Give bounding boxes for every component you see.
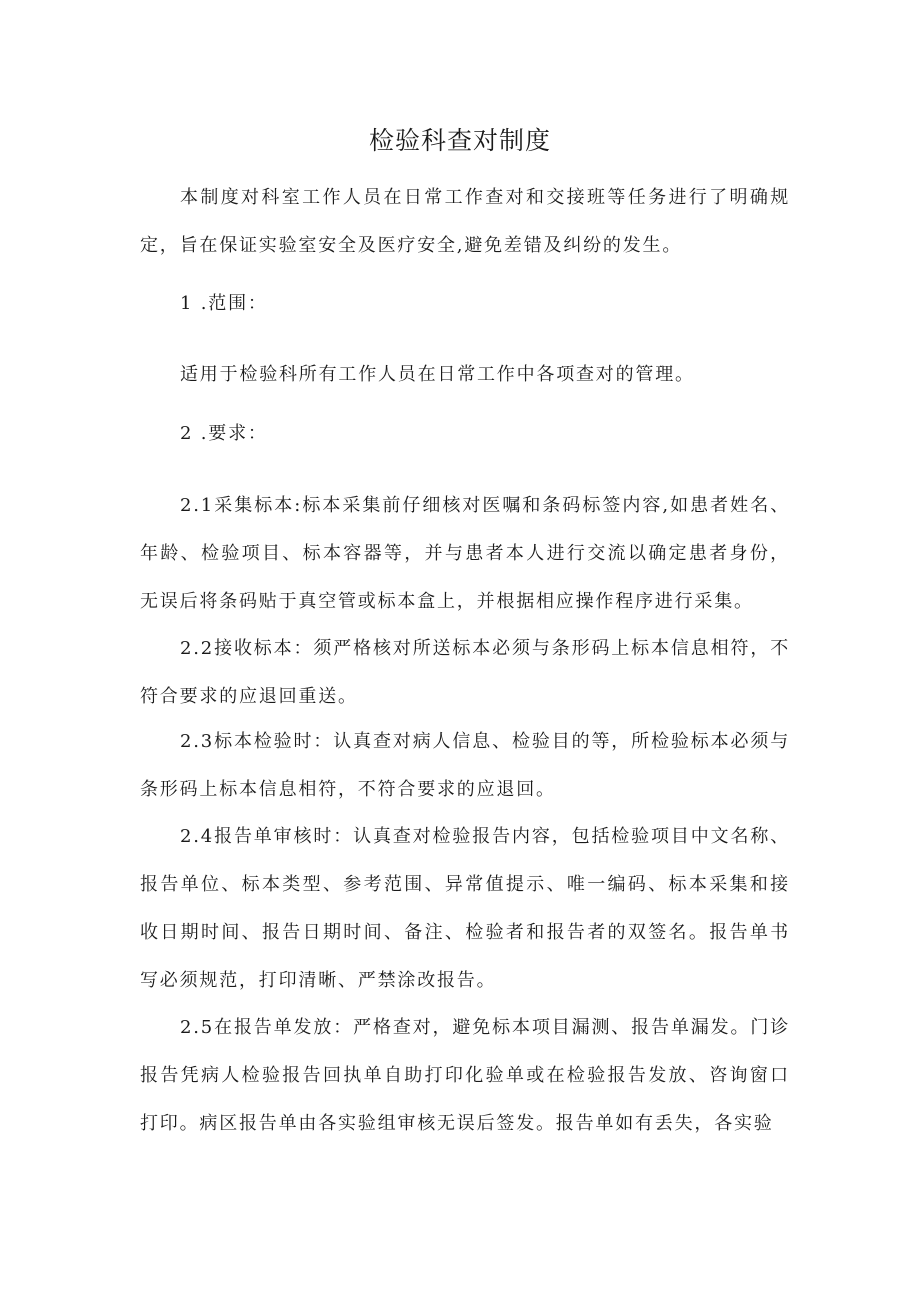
section-1-heading: 1 .范围： bbox=[180, 293, 268, 314]
requirement-2-1: 2.1采集标本:标本采集前仔细核对医嘱和条码标签内容,如患者姓名、年龄、检验项目、标本容器等，并与患者本人进行交流以确定患者身份，无误后将条码贴于真空管或标本盒上，并根据相应操作程序进行采集。 bbox=[140, 495, 790, 612]
requirement-2-2: 2.2接收标本：须严格核对所送标本必须与条形码上标本信息相符，不符合要求的应退回重送。 bbox=[140, 638, 790, 707]
section-1-body: 适用于检验科所有工作人员在日常工作中各项查对的管理。 bbox=[180, 364, 695, 385]
requirement-2-4: 2.4报告单审核时：认真查对检验报告内容，包括检验项目中文名称、报告单位、标本类型、参考范围、异常值提示、唯一编码、标本采集和接收日期时间、报告日期时间、备注、检验者和报告者的双签名。报告单书写必须规范，打印清晰、严禁涂改报告。 bbox=[140, 826, 790, 991]
section-2-heading: 2 .要求： bbox=[180, 423, 268, 444]
requirement-2-3: 2.3标本检验时：认真查对病人信息、检验目的等，所检验标本必须与条形码上标本信息相符，不符合要求的应退回。 bbox=[140, 731, 790, 800]
intro-paragraph: 本制度对科室工作人员在日常工作查对和交接班等任务进行了明确规定，旨在保证实验室安全及医疗安全,避免差错及纠纷的发生。 bbox=[140, 187, 790, 256]
requirement-2-5: 2.5在报告单发放：严格查对，避免标本项目漏测、报告单漏发。门诊报告凭病人检验报告回执单自助打印化验单或在检验报告发放、咨询窗口打印。病区报告单由各实验组审核无误后签发。报告单如有丢失，各实验 bbox=[140, 1017, 790, 1134]
document-title: 检验科查对制度 bbox=[368, 126, 551, 155]
